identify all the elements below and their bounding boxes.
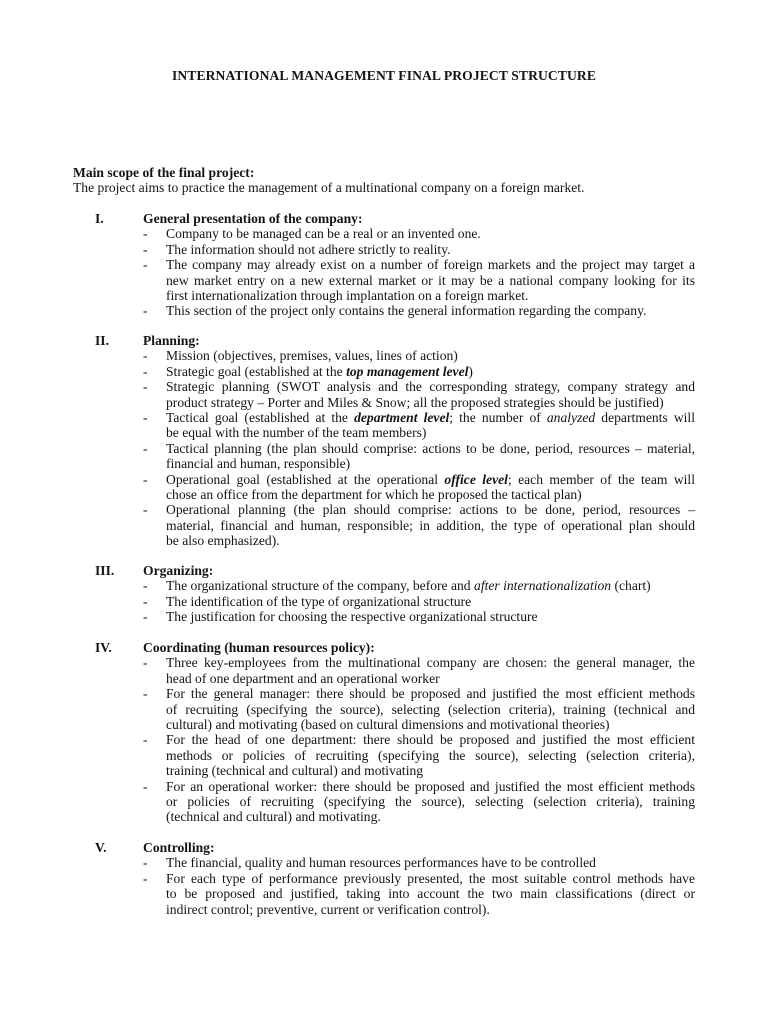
bullet-line [166, 655, 695, 670]
text-span: Three key-employees from the multinational company are chosen: the general manager, the [166, 655, 695, 671]
bullet-line [166, 303, 695, 318]
text-span: Tactical planning (the plan should comprise: actions to be done, period, resources – material, [166, 440, 695, 456]
text-span: chose an office from the department for which he proposed the tactical plan) [166, 486, 582, 502]
bullet-dash: - [143, 226, 148, 242]
main-scope-heading: Main scope of the final project: [73, 165, 255, 180]
bullet-item [0, 609, 768, 624]
section-number: V. [95, 840, 107, 855]
emphasis-text: office level [444, 471, 508, 487]
bullet-line [166, 732, 695, 747]
bullet-line [166, 288, 695, 303]
bullet-line [166, 902, 695, 917]
bullet-text [166, 594, 695, 609]
bullet-dash: - [143, 502, 148, 518]
bullet-line [166, 364, 695, 379]
bullet-dash: - [143, 241, 148, 257]
text-span: Company to be managed can be a real or an invented one. [166, 226, 481, 242]
bullet-text [166, 855, 695, 870]
section-header [0, 840, 768, 855]
section-heading: Organizing: [143, 563, 214, 578]
bullet-line [166, 502, 695, 517]
bullet-text [166, 655, 695, 686]
document-title: INTERNATIONAL MANAGEMENT FINAL PROJECT STRUCTURE [171, 68, 596, 83]
bullet-dash: - [143, 578, 148, 594]
bullet-line [166, 794, 695, 809]
bullet-line [166, 871, 695, 886]
text-span: ; the number of [449, 409, 547, 425]
section-header [0, 640, 768, 655]
section-IV [0, 640, 768, 825]
bullet-line [166, 717, 695, 732]
bullet-text [166, 379, 695, 410]
bullet-line [166, 702, 695, 717]
section-header [0, 563, 768, 578]
section-heading: Controlling: [143, 840, 215, 855]
text-span: head of one department and an operational worker [166, 670, 440, 686]
bullet-line [166, 886, 695, 901]
text-span: departments will [595, 409, 695, 425]
text-span: ) [468, 363, 473, 379]
bullet-dash: - [143, 593, 148, 609]
text-span: (chart) [611, 578, 651, 594]
text-span: first internationalization through implantation on a foreign market. [166, 287, 529, 303]
section-V [0, 840, 768, 917]
text-span: be also emphasized). [166, 533, 280, 549]
section-number: I. [95, 211, 104, 226]
bullet-line [166, 748, 695, 763]
text-span: (technical and cultural) and motivating. [166, 809, 381, 825]
bullet-line [166, 609, 695, 624]
bullet-text [166, 410, 695, 441]
bullet-line [166, 242, 695, 257]
section-number: IV. [95, 640, 112, 655]
bullet-line [166, 686, 695, 701]
bullet-text [166, 578, 695, 593]
bullet-item [0, 242, 768, 257]
section-I [0, 211, 768, 319]
bullet-item [0, 379, 768, 410]
bullet-text [166, 242, 695, 257]
bullet-dash: - [143, 348, 148, 364]
main-scope [73, 165, 713, 196]
bullet-dash: - [143, 855, 148, 871]
bullet-dash: - [143, 732, 148, 748]
bullet-line [166, 379, 695, 394]
bullet-item [0, 732, 768, 778]
bullet-item [0, 364, 768, 379]
text-span: For each type of performance previously presented, the most suitable control methods have [166, 870, 695, 886]
bullet-dash: - [143, 609, 148, 625]
text-span: Operational planning (the plan should comprise: actions to be done, period, resources – [166, 502, 695, 518]
bullet-text [166, 686, 695, 732]
text-span: new market entry on a new external market or it may be a national company looking for its [166, 272, 695, 288]
bullet-text [166, 303, 695, 318]
text-span: For the general manager: there should be proposed and justified the most efficient methods [166, 686, 695, 702]
bullet-line [166, 763, 695, 778]
section-II [0, 333, 768, 548]
text-span: financial and human, responsible) [166, 456, 351, 472]
emphasis-text: department level [354, 409, 450, 425]
main-scope-text: The project aims to practice the management of a multinational company on a foreign market. [73, 180, 585, 196]
text-span: ; each member of the team will [507, 471, 695, 487]
bullet-item [0, 578, 768, 593]
bullet-line [166, 348, 695, 363]
bullet-dash: - [143, 409, 148, 425]
bullet-line [166, 257, 695, 272]
bullet-item [0, 472, 768, 503]
text-span: For the head of one department: there should be proposed and justified the most efficient [166, 732, 695, 748]
section-header [0, 333, 768, 348]
bullet-dash: - [143, 303, 148, 319]
bullet-text [166, 441, 695, 472]
emphasis-text: top management level [346, 363, 469, 379]
emphasis-text: analyzed [546, 409, 596, 425]
text-span: This section of the project only contains the general information regarding the company. [166, 303, 647, 319]
text-span: The identification of the type of organizational structure [166, 593, 472, 609]
bullet-line [166, 671, 695, 686]
text-span: The justification for choosing the respective organizational structure [166, 609, 538, 625]
bullet-dash: - [143, 778, 148, 794]
section-heading: Coordinating (human resources policy): [143, 640, 375, 655]
bullet-line [166, 226, 695, 241]
bullet-dash: - [143, 257, 148, 273]
text-span: material, financial and human, responsible; in addition, the type of operational plan should [166, 517, 695, 533]
text-span: Strategic goal (established at the [166, 363, 347, 379]
bullet-item [0, 348, 768, 363]
bullet-text [166, 871, 695, 917]
text-span: or policies of recruiting (specifying the source), selecting (selection criteria), training [166, 793, 695, 809]
text-span: The financial, quality and human resources performances have to be controlled [166, 855, 596, 871]
text-span: Tactical goal (established at the [166, 409, 355, 425]
bullet-dash: - [143, 471, 148, 487]
bullet-line [166, 425, 695, 440]
bullet-item [0, 779, 768, 825]
bullet-item [0, 655, 768, 686]
bullet-text [166, 472, 695, 503]
bullet-item [0, 686, 768, 732]
bullet-item [0, 855, 768, 870]
bullet-line [166, 518, 695, 533]
bullet-dash: - [143, 870, 148, 886]
bullet-line [166, 594, 695, 609]
bullet-text [166, 779, 695, 825]
bullet-text [166, 348, 695, 363]
text-span: The organizational structure of the company, before and [166, 578, 475, 594]
bullet-item [0, 257, 768, 303]
bullet-line [166, 533, 695, 548]
text-span: be equal with the number of the team members) [166, 425, 427, 441]
section-heading: General presentation of the company: [143, 211, 363, 226]
bullet-item [0, 441, 768, 472]
text-span: product strategy – Porter and Miles & Snow; all the proposed strategies should be justified) [166, 394, 664, 410]
section-heading: Planning: [143, 333, 200, 348]
bullet-dash: - [143, 363, 148, 379]
text-span: indirect control; preventive, current or verification control). [166, 901, 490, 917]
text-span: to be proposed and justified, taking into account the two main classifications (direct or [166, 886, 695, 902]
bullet-item [0, 594, 768, 609]
bullet-dash: - [143, 655, 148, 671]
bullet-line [166, 456, 695, 471]
section-number: III. [95, 563, 115, 578]
bullet-line [166, 410, 695, 425]
text-span: training (technical and cultural) and motivating [166, 763, 424, 779]
bullet-dash: - [143, 686, 148, 702]
bullet-text [166, 732, 695, 778]
bullet-item [0, 502, 768, 548]
bullet-item [0, 871, 768, 917]
bullet-line [166, 855, 695, 870]
bullet-dash: - [143, 379, 148, 395]
section-III [0, 563, 768, 625]
bullet-line [166, 779, 695, 794]
text-span: For an operational worker: there should be proposed and justified the most efficient methods [166, 778, 695, 794]
bullet-line [166, 578, 695, 593]
bullet-dash: - [143, 440, 148, 456]
bullet-item [0, 226, 768, 241]
bullet-line [166, 273, 695, 288]
text-span: Strategic planning (SWOT analysis and the corresponding strategy, company strategy and [166, 379, 695, 395]
section-number: II. [95, 333, 109, 348]
bullet-line [166, 487, 695, 502]
bullet-text [166, 226, 695, 241]
bullet-item [0, 410, 768, 441]
bullet-text [166, 609, 695, 624]
text-span: methods or policies of recruiting (specifying the source), selecting (selection criteria), [166, 747, 695, 763]
bullet-line [166, 809, 695, 824]
bullet-text [166, 364, 695, 379]
bullet-line [166, 441, 695, 456]
bullet-text [166, 502, 695, 548]
text-span: Mission (objectives, premises, values, lines of action) [166, 348, 458, 364]
text-span: cultural) and motivating (based on cultural dimensions and motivational theories) [166, 716, 610, 732]
text-span: The company may already exist on a number of foreign markets and the project may target a [166, 257, 695, 273]
text-span: The information should not adhere strictly to reality. [166, 241, 451, 257]
bullet-line [166, 472, 695, 487]
text-span: Operational goal (established at the operational [166, 471, 445, 487]
section-header [0, 211, 768, 226]
bullet-item [0, 303, 768, 318]
bullet-text [166, 257, 695, 303]
emphasis-text: after internationalization [474, 578, 612, 594]
bullet-line [166, 395, 695, 410]
text-span: of recruiting (specifying the source), selecting (selection criteria), training (technical and [166, 701, 695, 717]
